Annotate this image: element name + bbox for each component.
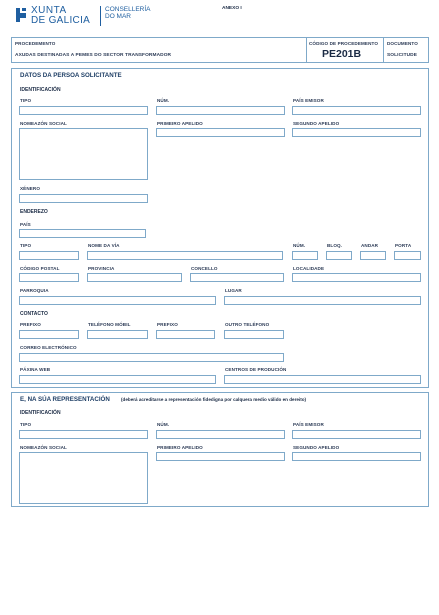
procedure-code-label: CÓDIGO DE PROCEDEMENTO: [309, 41, 378, 46]
prefixo1-field[interactable]: [19, 330, 79, 339]
tipo-via-label: TIPO: [20, 243, 32, 248]
andar-label: ANDAR: [361, 243, 379, 248]
xunta-logo: [14, 5, 104, 29]
provincia-field[interactable]: [87, 273, 182, 282]
rep-pais-emisor-label: PAÍS EMISOR: [293, 422, 324, 427]
bloq-field[interactable]: [326, 251, 352, 260]
num-via-label: NÚM.: [293, 243, 306, 248]
rep-pais-emisor-field[interactable]: [292, 430, 421, 439]
procedure-divider-2: [383, 37, 384, 63]
logo-line1: XUNTA: [31, 5, 67, 16]
outro-telefono-label: OUTRO TELÉFONO: [225, 322, 270, 327]
rep-primeiro-apelido-field[interactable]: [156, 452, 285, 461]
localidade-label: LOCALIDADE: [293, 266, 325, 271]
department-line2: DO MAR: [105, 13, 131, 20]
logo-divider: [100, 6, 101, 26]
rep-num-label: NÚM.: [157, 422, 170, 427]
nomeazon-social-label: NOMEAZÓN SOCIAL: [20, 121, 67, 126]
procedure-divider-1: [306, 37, 307, 63]
pais-label: PAÍS: [20, 222, 31, 227]
num-via-field[interactable]: [292, 251, 318, 260]
paxina-web-label: PÁXINA WEB: [20, 367, 51, 372]
paxina-web-field[interactable]: [19, 375, 216, 384]
tipo-label: TIPO: [20, 98, 32, 103]
nomeazon-social-field[interactable]: [19, 128, 148, 180]
segundo-apelido-field[interactable]: [292, 128, 421, 137]
correo-label: CORREO ELECTRÓNICO: [20, 345, 77, 350]
num-field[interactable]: [156, 106, 285, 115]
annex-label: ANEXO I: [222, 6, 242, 11]
concello-label: CONCELLO: [191, 266, 218, 271]
pais-field[interactable]: [19, 229, 146, 238]
logo-line2: DE GALICIA: [31, 15, 91, 26]
telefono-movil-label: TELÉFONO MÓBIL: [88, 322, 131, 327]
representative-section-title: E, NA SÚA REPRESENTACIÓN: [20, 396, 110, 403]
primeiro-apelido-label: PRIMEIRO APELIDO: [157, 121, 203, 126]
porta-label: PORTA: [395, 243, 412, 248]
rep-tipo-field[interactable]: [19, 430, 148, 439]
localidade-field[interactable]: [292, 273, 421, 282]
xunta-emblem-icon: [14, 7, 28, 23]
pais-emisor-label: PAÍS EMISOR: [293, 98, 324, 103]
lugar-field[interactable]: [224, 296, 421, 305]
parroquia-label: PARROQUIA: [20, 288, 49, 293]
rep-nomeazon-social-field[interactable]: [19, 452, 148, 504]
nome-via-label: NOME DA VÍA: [88, 243, 120, 248]
procedure-value: AXUDAS DESTINADAS A PEMES DO SECTOR TRANSFORMADOR: [15, 53, 172, 58]
rep-primeiro-apelido-label: PRIMEIRO APELIDO: [157, 445, 203, 450]
applicant-identification-heading: IDENTIFICACIÓN: [20, 87, 61, 93]
rep-segundo-apelido-field[interactable]: [292, 452, 421, 461]
andar-field[interactable]: [360, 251, 386, 260]
rep-segundo-apelido-label: SEGUNDO APELIDO: [293, 445, 340, 450]
xenero-label: XÉNERO: [20, 186, 41, 191]
representative-identification-heading: IDENTIFICACIÓN: [20, 410, 61, 416]
prefixo1-label: PREFIXO: [20, 322, 41, 327]
document-value: SOLICITUDE: [387, 53, 418, 58]
document-label: DOCUMENTO: [387, 41, 418, 46]
centros-producion-label: CENTROS DE PRODUCIÓN: [225, 367, 287, 372]
rep-tipo-label: TIPO: [20, 422, 32, 427]
bloq-label: BLOQ.: [327, 243, 343, 248]
prefixo2-label: PREFIXO: [157, 322, 178, 327]
centros-producion-field[interactable]: [224, 375, 421, 384]
address-heading: ENDEREZO: [20, 209, 48, 215]
concello-field[interactable]: [190, 273, 284, 282]
lugar-label: LUGAR: [225, 288, 242, 293]
parroquia-field[interactable]: [19, 296, 216, 305]
applicant-section: [11, 68, 429, 388]
xenero-field[interactable]: [19, 194, 148, 203]
telefono-movil-field[interactable]: [87, 330, 148, 339]
rep-nomeazon-social-label: NOMEAZÓN SOCIAL: [20, 445, 67, 450]
applicant-section-title: DATOS DA PERSOA SOLICITANTE: [20, 72, 122, 79]
representative-note: (deberá acreditarse a representación fidedigna por calquera medio válido en dereito): [121, 397, 307, 402]
procedure-code-value: PE201B: [322, 48, 362, 60]
primeiro-apelido-field[interactable]: [156, 128, 285, 137]
prefixo2-field[interactable]: [156, 330, 215, 339]
segundo-apelido-label: SEGUNDO APELIDO: [293, 121, 340, 126]
porta-field[interactable]: [394, 251, 421, 260]
contact-heading: CONTACTO: [20, 311, 48, 317]
department-line1: CONSELLERÍA: [105, 6, 151, 13]
tipo-via-field[interactable]: [19, 251, 79, 260]
procedure-label: PROCEDEMENTO: [15, 41, 56, 46]
provincia-label: PROVINCIA: [88, 266, 115, 271]
correo-field[interactable]: [19, 353, 284, 362]
nome-via-field[interactable]: [87, 251, 283, 260]
outro-telefono-field[interactable]: [224, 330, 284, 339]
codigo-postal-label: CÓDIGO POSTAL: [20, 266, 60, 271]
codigo-postal-field[interactable]: [19, 273, 79, 282]
rep-num-field[interactable]: [156, 430, 285, 439]
pais-emisor-field[interactable]: [292, 106, 421, 115]
tipo-field[interactable]: [19, 106, 148, 115]
num-label: NÚM.: [157, 98, 170, 103]
